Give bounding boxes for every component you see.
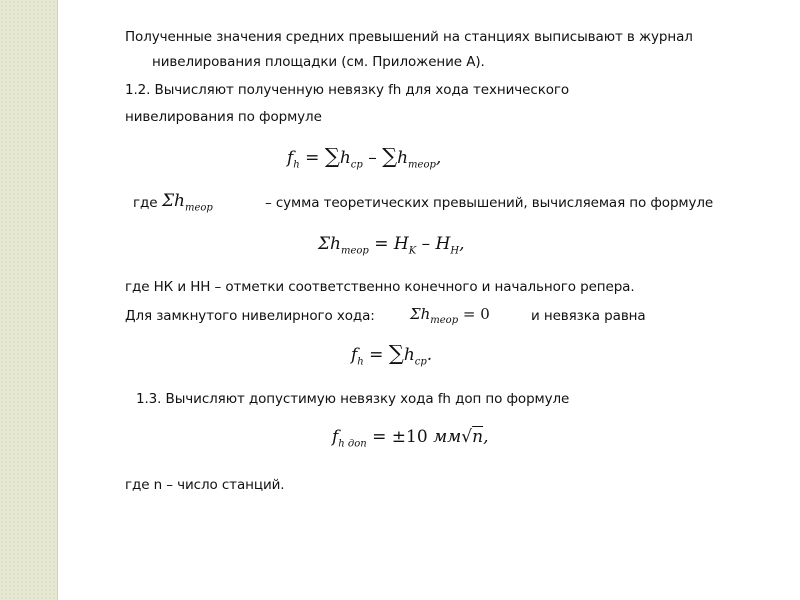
paragraph-3: 1.3. Вычисляют допустимую невязку хода fh доп по формуле: [136, 391, 570, 407]
paragraph-2-line-2: нивелирования по формуле: [125, 109, 322, 125]
where-3: где n – число станций.: [125, 477, 285, 493]
closed-course-suffix: и невязка равна: [531, 308, 646, 324]
formula-fh: $f_h = \sum h_{ср} - \sum h_{теор}$,: [287, 144, 442, 171]
formula-fh-closed: $f_h = \sum h_{ср}$.: [351, 341, 433, 368]
decorative-side-strip: [0, 0, 58, 600]
where-1-prefix: где: [133, 195, 158, 211]
paragraph-1-line-2: нивелирования площадки (см. Приложение А).: [152, 54, 485, 70]
formula-sum-theor-hk-hn: $\Sigma h_{теор} = H_K - H_H$,: [318, 234, 465, 257]
closed-course-prefix: Для замкнутого нивелирного хода:: [125, 308, 375, 324]
where-2: где НК и НН – отметки соответственно конечного и начального репера.: [125, 279, 635, 295]
where-1-text: – сумма теоретических превышений, вычисляемая по формуле: [265, 195, 714, 211]
formula-sum-h-theor: $\Sigma h_{теор}$: [162, 191, 213, 214]
paragraph-1-line-1: Полученные значения средних превышений на станциях выписывают в журнал: [125, 29, 693, 45]
paragraph-2-line-1: 1.2. Вычисляют полученную невязку fh для хода технического: [125, 82, 570, 98]
formula-fh-allowed: $f_{h доп} = \pm 10$ мм√n,: [332, 427, 489, 450]
formula-sum-theor-zero: $\Sigma h_{теор} = 0$: [410, 305, 490, 326]
